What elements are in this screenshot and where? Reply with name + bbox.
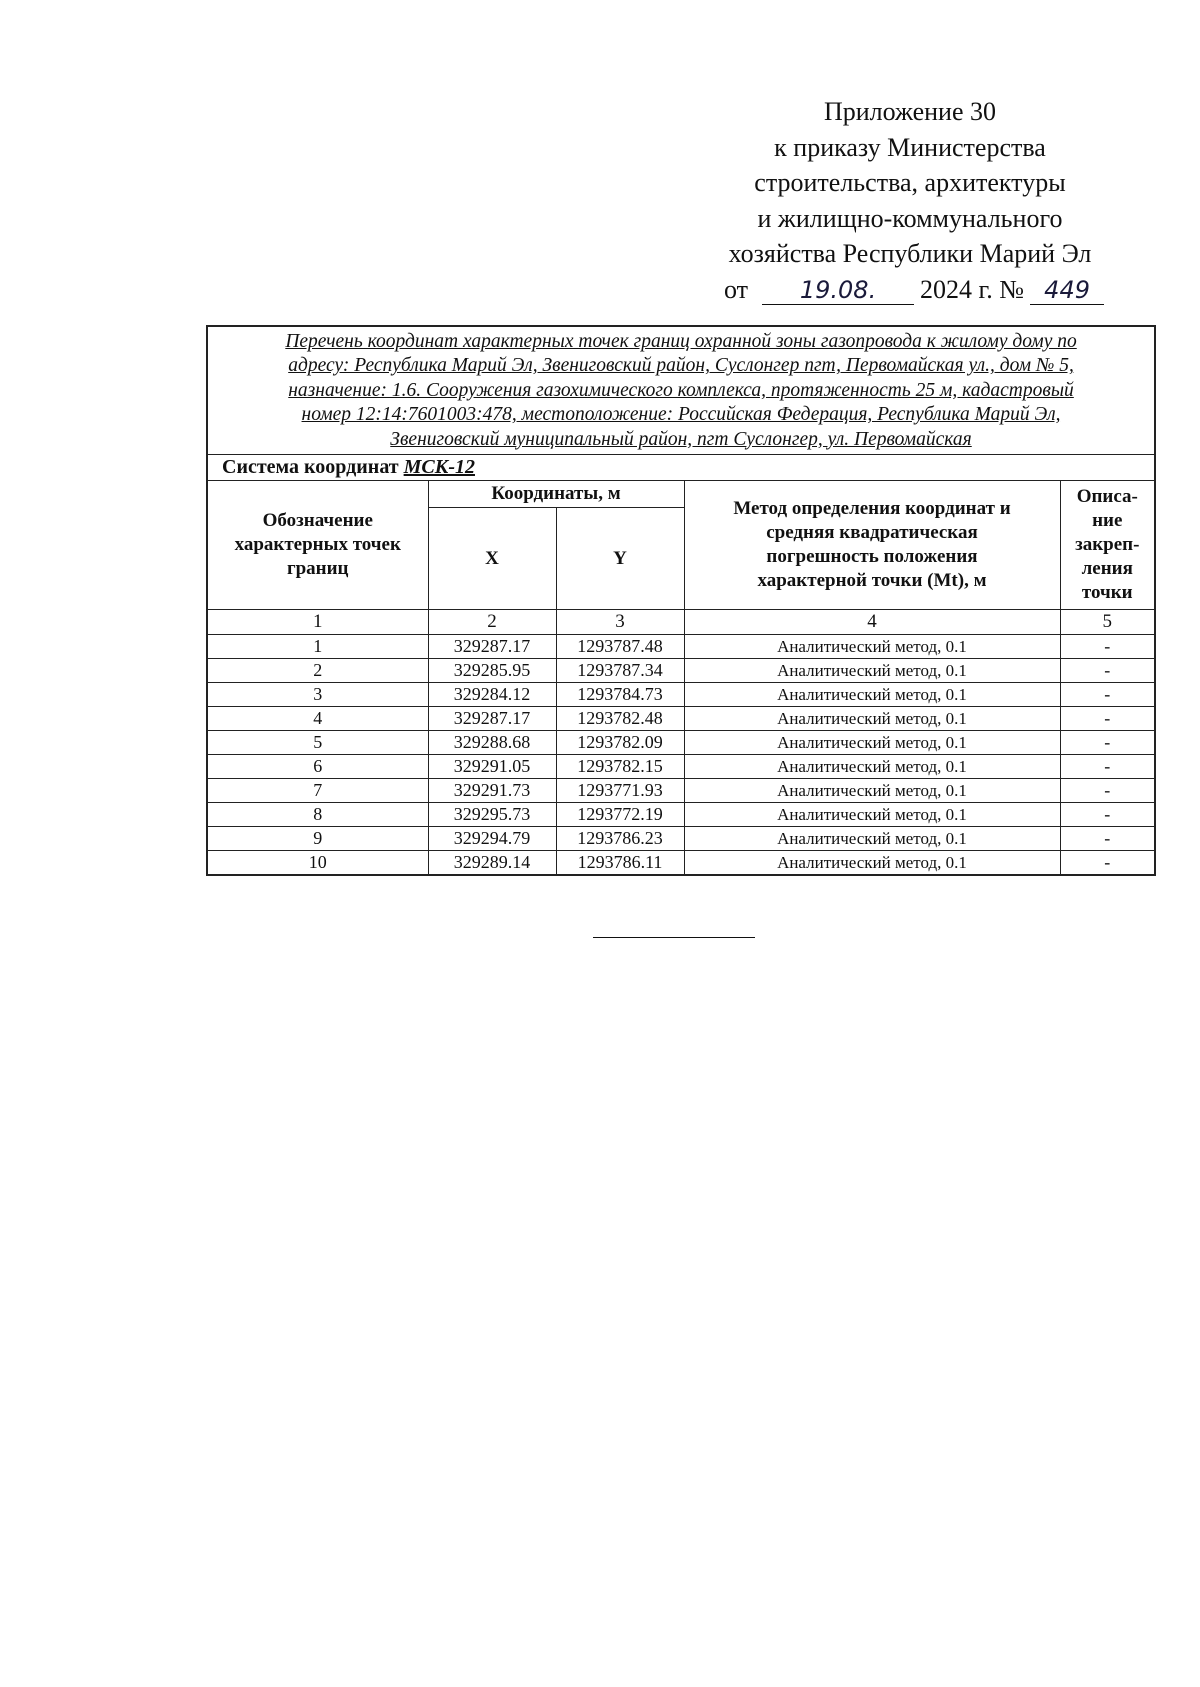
- appendix-header: [700, 94, 1120, 307]
- column-number: 1: [207, 610, 428, 635]
- cell-method: Аналитический метод, 0.1: [684, 635, 1060, 659]
- coordinate-system-label: Система координат: [222, 456, 399, 479]
- cell-y: 1293786.11: [556, 851, 684, 876]
- cell-description: -: [1060, 683, 1155, 707]
- cell-x: 329285.95: [428, 659, 556, 683]
- cell-y: 1293784.73: [556, 683, 684, 707]
- table-row: [207, 755, 1155, 779]
- header-line-3: строительства, архитектуры: [754, 168, 1066, 197]
- cell-point-number: 8: [207, 803, 428, 827]
- column-header-description-line: Описа-: [1076, 486, 1138, 508]
- coordinates-table: [206, 325, 1156, 876]
- cell-method: Аналитический метод, 0.1: [684, 707, 1060, 731]
- cell-y: 1293782.15: [556, 755, 684, 779]
- cell-point-number: 3: [207, 683, 428, 707]
- cell-description: -: [1060, 803, 1155, 827]
- column-header-point-line: границ: [286, 558, 349, 580]
- cell-y: 1293771.93: [556, 779, 684, 803]
- coordinates-table-body: [207, 635, 1155, 876]
- cell-description: -: [1060, 755, 1155, 779]
- column-header-method-line: характерной точки (Mt), м: [757, 570, 987, 592]
- coordinates-table-wrapper: [206, 325, 1154, 876]
- column-header-description-line: закреп-: [1075, 534, 1140, 556]
- cell-point-number: 6: [207, 755, 428, 779]
- table-row: [207, 779, 1155, 803]
- cell-x: 329291.73: [428, 779, 556, 803]
- table-row: [207, 803, 1155, 827]
- table-title-line-1: Перечень координат характерных точек границ охранной зоны газопровода к жилому дому по: [285, 331, 1077, 352]
- cell-method: Аналитический метод, 0.1: [684, 659, 1060, 683]
- cell-y: 1293787.34: [556, 659, 684, 683]
- column-header-point: [207, 481, 428, 610]
- cell-description: -: [1060, 659, 1155, 683]
- column-header-method-line: Метод определения координат и: [733, 498, 1011, 520]
- column-header-description-line: ние: [1092, 510, 1123, 532]
- cell-method: Аналитический метод, 0.1: [684, 683, 1060, 707]
- table-row: [207, 635, 1155, 659]
- cell-point-number: 7: [207, 779, 428, 803]
- cell-y: 1293772.19: [556, 803, 684, 827]
- column-header-description-line: ления: [1081, 558, 1133, 580]
- order-date-line: [700, 272, 1120, 308]
- column-number-row: [207, 610, 1155, 635]
- year-label: 2024 г. №: [920, 274, 1025, 304]
- cell-description: -: [1060, 827, 1155, 851]
- cell-x: 329294.79: [428, 827, 556, 851]
- cell-x: 329291.05: [428, 755, 556, 779]
- cell-method: Аналитический метод, 0.1: [684, 779, 1060, 803]
- column-header-method-line: погрешность положения: [766, 546, 978, 568]
- cell-point-number: 2: [207, 659, 428, 683]
- cell-y: 1293786.23: [556, 827, 684, 851]
- table-row: [207, 827, 1155, 851]
- footer-rule: [593, 937, 755, 938]
- cell-x: 329287.17: [428, 707, 556, 731]
- from-label: от: [724, 274, 749, 304]
- order-date-handwritten: 19.08.: [762, 276, 914, 305]
- table-row: [207, 851, 1155, 876]
- table-row: [207, 707, 1155, 731]
- cell-x: 329287.17: [428, 635, 556, 659]
- cell-method: Аналитический метод, 0.1: [684, 827, 1060, 851]
- table-row: [207, 731, 1155, 755]
- cell-y: 1293782.48: [556, 707, 684, 731]
- cell-method: Аналитический метод, 0.1: [684, 803, 1060, 827]
- coordinate-system-row: [207, 455, 1155, 481]
- column-number: 2: [428, 610, 556, 635]
- cell-x: 329284.12: [428, 683, 556, 707]
- cell-method: Аналитический метод, 0.1: [684, 731, 1060, 755]
- cell-description: -: [1060, 779, 1155, 803]
- table-title-line-2: адресу: Республика Марий Эл, Звениговский район, Суслонгер пгт, Первомайская ул., дом № 5,: [288, 355, 1074, 377]
- column-number: 3: [556, 610, 684, 635]
- column-header-y: Y: [556, 508, 684, 610]
- header-line-1: Приложение 30: [823, 97, 997, 126]
- cell-point-number: 9: [207, 827, 428, 851]
- table-title-line-4: номер 12:14:7601003:478, местоположение: Российская Федерация, Республика Марий Эл,: [301, 404, 1061, 426]
- column-header-point-line: характерных точек: [234, 534, 401, 556]
- cell-method: Аналитический метод, 0.1: [684, 755, 1060, 779]
- cell-y: 1293782.09: [556, 731, 684, 755]
- cell-x: 329289.14: [428, 851, 556, 876]
- cell-method: Аналитический метод, 0.1: [684, 851, 1060, 876]
- cell-description: -: [1060, 851, 1155, 876]
- column-header-x: X: [428, 508, 556, 610]
- cell-y: 1293787.48: [556, 635, 684, 659]
- cell-x: 329288.68: [428, 731, 556, 755]
- table-title: [207, 326, 1155, 455]
- column-header-coordinates: Координаты, м: [428, 481, 684, 508]
- cell-point-number: 10: [207, 851, 428, 876]
- header-line-5: хозяйства Республики Марий Эл: [728, 239, 1092, 268]
- cell-point-number: 5: [207, 731, 428, 755]
- column-number: 4: [684, 610, 1060, 635]
- cell-point-number: 4: [207, 707, 428, 731]
- coordinate-system-value: МСК-12: [403, 456, 475, 479]
- column-header-description: [1060, 481, 1155, 610]
- cell-description: -: [1060, 707, 1155, 731]
- cell-description: -: [1060, 731, 1155, 755]
- column-header-point-line: Обозначение: [262, 510, 373, 532]
- cell-x: 329295.73: [428, 803, 556, 827]
- column-number: 5: [1060, 610, 1155, 635]
- table-row: [207, 683, 1155, 707]
- cell-point-number: 1: [207, 635, 428, 659]
- cell-description: -: [1060, 635, 1155, 659]
- column-header-description-line: точки: [1081, 582, 1133, 604]
- column-header-method: [684, 481, 1060, 610]
- column-header-method-line: средняя квадратическая: [766, 522, 978, 544]
- table-title-line-5: Звениговский муниципальный район, пгт Суслонгер, ул. Первомайская: [390, 428, 972, 450]
- order-number-handwritten: 449: [1030, 276, 1104, 305]
- table-title-line-3: назначение: 1.6. Сооружения газохимического комплекса, протяженность 25 м, кадастровый: [288, 379, 1074, 401]
- header-line-2: к приказу Министерства: [774, 132, 1046, 162]
- table-row: [207, 659, 1155, 683]
- header-line-4: и жилищно-коммунального: [757, 203, 1063, 233]
